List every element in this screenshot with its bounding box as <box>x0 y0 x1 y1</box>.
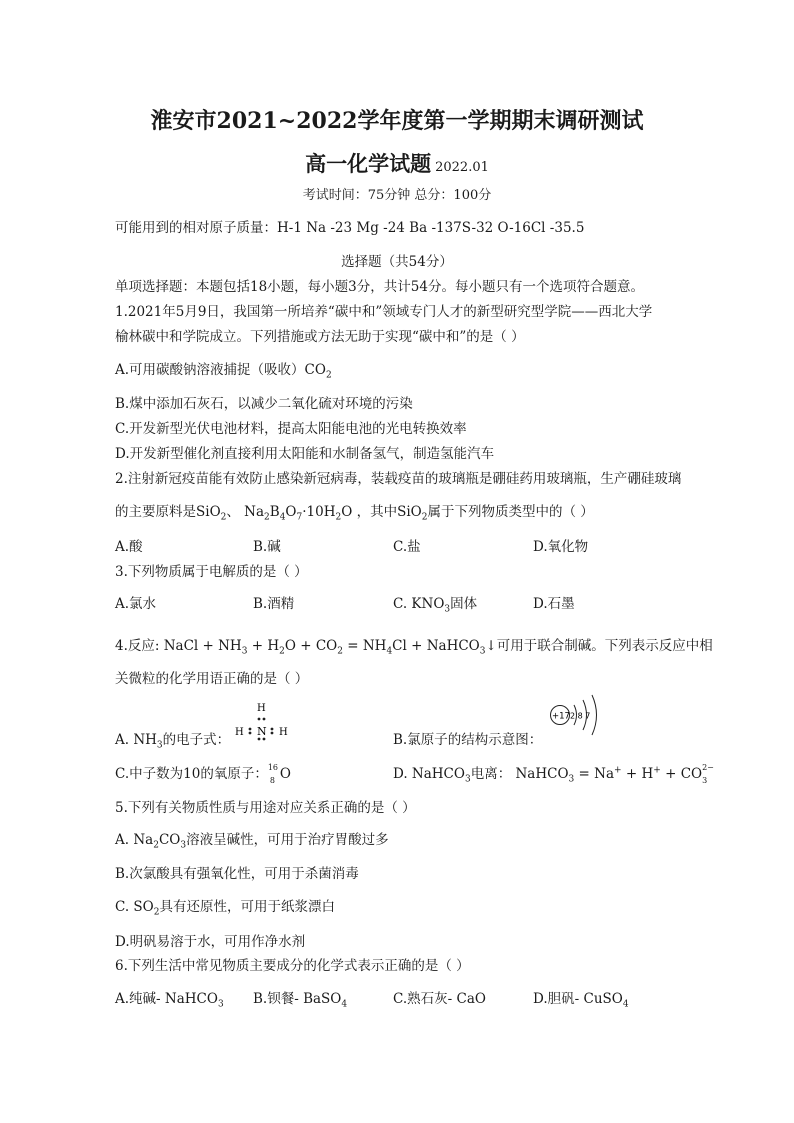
q4-option-a: A. $NH_3$的电子式： <box>115 732 231 751</box>
q2-option-c: C.盐 <box>393 539 421 555</box>
q1-stem-line2: 榆林碳中和学院成立。下列措施或方法无助于实现“碳中和”的是（ ） <box>115 329 525 345</box>
q3-option-d: D.石墨 <box>533 596 575 612</box>
nh3-lewis-structure <box>230 700 296 742</box>
q5-stem: 5.下列有关物质性质与用途对应关系正确的是（ ） <box>115 800 416 816</box>
q6-option-d: D.胆矾- CuSO$_4$ <box>533 991 629 1010</box>
q2-option-d: D.氧化物 <box>533 539 589 555</box>
q2-option-a: A.酸 <box>115 539 143 555</box>
q1-stem-line1: 1.2021年5月9日，我国第一所培养“碳中和”领域专门人才的新型研究型学院——西北大学 <box>115 304 653 320</box>
cl-nucleus-label: +17 <box>552 711 570 722</box>
atomic-masses: 可能用到的相对原子质量：H-1 Na -23 Mg -24 Ba -137S-32 O-16Cl -35.5 <box>115 220 585 236</box>
q3-option-a: A.氯水 <box>115 596 157 612</box>
page-title: 淮安市2021~2022学年度第一学期期末调研测试 <box>150 108 644 134</box>
q4-stem-line1: 4.反应: NaCl + $NH_3 + H_2O + CO_2 = NH_4Cl$ + NaHCO$_3$↓可用于联合制碱。下列表示反应中相 <box>115 638 713 657</box>
carbonate-charge: 2− 3 <box>702 762 714 785</box>
oxygen-isotope-notation: 16 8 <box>267 762 279 785</box>
q4-stem-line2: 关微粒的化学用语正确的是（ ） <box>115 671 309 687</box>
q1-option-a: A.可用碳酸钠溶液捕捉（吸收）$CO_2$ <box>115 362 332 381</box>
cl-shell-counts: 2 8 7 <box>570 711 591 721</box>
q5-option-c: C. $SO_2$具有还原性，可用于纸浆漂白 <box>115 899 335 918</box>
q2-option-b: B.碱 <box>253 539 281 555</box>
q3-stem: 3.下列物质属于电解质的是（ ） <box>115 564 308 580</box>
q6-option-c: C.熟石灰- CaO <box>393 991 486 1007</box>
q4-option-c: C.中子数为10的氧原子： 16 8 O <box>115 762 291 785</box>
q6-stem: 6.下列生活中常见物质主要成分的化学式表示正确的是（ ） <box>115 958 470 974</box>
exam-info: 考试时间：75分钟 总分：100分 <box>302 188 492 203</box>
q2-stem-line1: 2.注射新冠疫苗能有效防止感染新冠病毒，装载疫苗的玻璃瓶是硼硅药用玻璃瓶，生产硼硅玻璃 <box>115 471 682 487</box>
q3-option-b: B.酒精 <box>253 596 295 612</box>
lewis-h-right: H <box>279 727 288 738</box>
lewis-n: N <box>257 725 267 738</box>
lewis-h-left: H <box>235 727 244 738</box>
instructions: 单项选择题：本题包括18小题，每小题3分，共计54分。每小题只有一个选项符合题意。 <box>115 279 644 295</box>
subtitle-main: 高一化学试题 <box>305 151 432 176</box>
q6-option-b: B.钡餐- BaSO$_4$ <box>253 991 348 1010</box>
q5-option-d: D.明矾易溶于水，可用作净水剂 <box>115 934 306 950</box>
chlorine-atom-diagram <box>548 692 606 738</box>
q1-option-d: D.开发新型催化剂直接利用太阳能和水制备氢气，制造氢能汽车 <box>115 446 495 462</box>
q5-option-b: B.次氯酸具有强氧化性，可用于杀菌消毒 <box>115 866 359 882</box>
q6-option-a: A.纯碱- NaHCO$_3$ <box>115 991 224 1010</box>
subtitle-date: 2022.01 <box>435 160 489 175</box>
q2-stem-line2: 的主要原料是SiO$_2$、 $Na_2B_4O_7\cdot 10H_2O$ ，其中SiO$_2$属于下列物质类型中的（ ） <box>115 504 594 523</box>
q1-option-c: C.开发新型光伏电池材料，提高太阳能电池的光电转换效率 <box>115 421 467 437</box>
q4-option-b: B.氯原子的结构示意图： <box>393 732 543 748</box>
q4-option-d: D. NaHCO$_3$电离： NaHCO$_3$ = Na+ + H+ + CO 2− 3 <box>393 762 716 785</box>
section-title: 选择题（共54分） <box>341 254 453 270</box>
q3-option-c: C. $KNO_3$固体 <box>393 596 478 615</box>
page-subtitle <box>0 148 794 178</box>
q5-option-a: A. $Na_2CO_3$溶液呈碱性，可用于治疗胃酸过多 <box>115 832 389 851</box>
q1-option-b: B.煤中添加石灰石，以减少二氧化硫对环境的污染 <box>115 396 413 412</box>
lewis-h-top: H <box>257 703 266 714</box>
